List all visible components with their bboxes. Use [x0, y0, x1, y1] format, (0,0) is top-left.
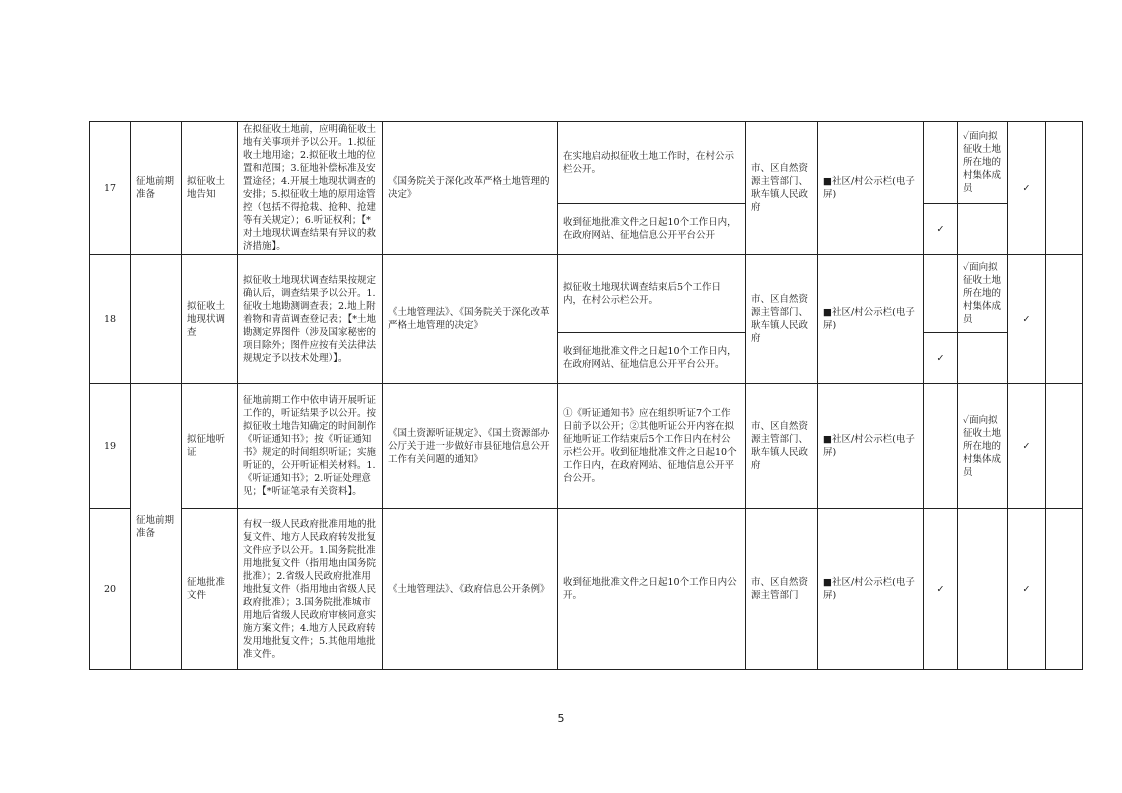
- row-number: 19: [90, 384, 131, 509]
- content-cell: 征地前期工作中依申请开展听证工作的，听证结果予以公开。按拟征收土地告知确定的时间制作《听证通知书》；按《听证通知书》规定的时间组织听证；实施听证的，公开听证相关材料。1.《听证通知书》；2.听证处理意见；【*听证笔录有关资料】。: [238, 384, 383, 509]
- basis-cell: 《土地管理法》、《政府信息公开条例》: [383, 509, 558, 670]
- basis-cell: 《国务院关于深化改革严格土地管理的决定》: [383, 122, 558, 255]
- target-cell: ✓面向拟征收土地所在地的村集体成员: [958, 255, 1008, 333]
- time-cell: 收到征地批准文件之日起10个工作日内公开。: [558, 509, 746, 670]
- check-active-cell: ✓: [1008, 509, 1046, 670]
- check-request-cell: [1046, 122, 1083, 255]
- target-cell: ✓面向拟征收土地所在地的村集体成员: [958, 122, 1008, 204]
- basis-cell: 《土地管理法》、《国务院关于深化改革严格土地管理的决定》: [383, 255, 558, 384]
- row-number: 20: [90, 509, 131, 670]
- time-cell: 在实地启动拟征收土地工作时，在村公示栏公开。: [558, 122, 746, 204]
- row-number: 17: [90, 122, 131, 255]
- channel-cell: ■社区/村公示栏(电子屏): [818, 509, 924, 670]
- table-row: [90, 255, 1083, 333]
- table-row: [90, 384, 1083, 509]
- content-cell: 拟征收土地现状调查结果按规定确认后，调查结果予以公开。1.征收土地勘测调查表；2.地上附着物和青苗调查登记表；【*土地勘测定界图件（涉及国家秘密的项目除外；图件应按有关法律法规规定予以技术处理）】。: [238, 255, 383, 384]
- content-cell: 有权一级人民政府批准用地的批复文件、地方人民政府转发批复文件应予以公开。1.国务院批准用地批复文件（指用地由国务院批准）；2.省级人民政府批准用地批复文件（指用地由省级人民政府批准）；3.国务院批准城市用地后省级人民政府审核同意实施方案文件；4.地方人民政府转发用地批复文件；5.其他用地批准文件。: [238, 509, 383, 670]
- item-name: 拟征收土地现状调查: [182, 255, 238, 384]
- check-all-cell: [924, 384, 958, 509]
- item-name: 征地批准文件: [182, 509, 238, 670]
- check-all-cell: ✓: [924, 204, 958, 255]
- category-cell: 征地前期准备: [131, 122, 182, 255]
- page-number: 5: [557, 712, 565, 725]
- content-cell: 在拟征收土地前，应明确征收土地有关事项并予以公开。1.拟征收土地用途；2.拟征收土地的位置和范围；3.征地补偿标准及安置途径；4.开展土地现状调查的安排；5.拟征收土地的原用途管控（包括不得抢栽、抢种、抢建等有关规定）；6.听证权利；【*对土地现状调查结果有异议的救济措施】。: [238, 122, 383, 255]
- time-cell: 收到征地批准文件之日起10个工作日内，在政府网站、征地信息公开平台公开: [558, 204, 746, 255]
- check-all-cell: [924, 122, 958, 204]
- basis-cell: 《国土资源听证规定》、《国土资源部办公厅关于进一步做好市县征地信息公开工作有关问题的通知》: [383, 384, 558, 509]
- check-all-cell: ✓: [924, 509, 958, 670]
- check-active-cell: ✓: [1008, 384, 1046, 509]
- check-all-cell: [924, 255, 958, 333]
- target-cell: [958, 509, 1008, 670]
- disclosure-table: [89, 121, 1083, 670]
- table-row: [90, 509, 1083, 670]
- category-cell: [131, 255, 182, 384]
- check-active-cell: ✓: [1008, 255, 1046, 384]
- item-name: 拟征地听证: [182, 384, 238, 509]
- target-cell: [958, 204, 1008, 255]
- time-cell: 拟征收土地现状调查结束后5个工作日内，在村公示栏公开。: [558, 255, 746, 333]
- table-row: [90, 122, 1083, 204]
- row-number: 18: [90, 255, 131, 384]
- category-cell: 征地前期准备: [131, 384, 182, 670]
- check-active-cell: ✓: [1008, 122, 1046, 255]
- department-cell: 市、区自然资源主管部门、耿车镇人民政府: [746, 384, 818, 509]
- target-cell: [958, 333, 1008, 384]
- channel-cell: ■社区/村公示栏(电子屏): [818, 384, 924, 509]
- channel-cell: ■社区/村公示栏(电子屏): [818, 255, 924, 384]
- department-cell: 市、区自然资源主管部门: [746, 509, 818, 670]
- check-all-cell: ✓: [924, 333, 958, 384]
- channel-cell: ■社区/村公示栏(电子屏): [818, 122, 924, 255]
- check-request-cell: [1046, 509, 1083, 670]
- target-cell: ✓面向拟征收土地所在地的村集体成员: [958, 384, 1008, 509]
- department-cell: 市、区自然资源主管部门、耿车镇人民政府: [746, 255, 818, 384]
- item-name: 拟征收土地告知: [182, 122, 238, 255]
- time-cell: 收到征地批准文件之日起10个工作日内，在政府网站、征地信息公开平台公开。: [558, 333, 746, 384]
- check-request-cell: [1046, 255, 1083, 384]
- department-cell: 市、区自然资源主管部门、耿车镇人民政府: [746, 122, 818, 255]
- time-cell: ①《听证通知书》应在组织听证7个工作日前予以公开；②其他听证公开内容在拟征地听证工作结束后5个工作日内在村公示栏公开。收到征地批准文件之日起10个工作日内，在政府网站、征地信息公开平台公开。: [558, 384, 746, 509]
- check-request-cell: [1046, 384, 1083, 509]
